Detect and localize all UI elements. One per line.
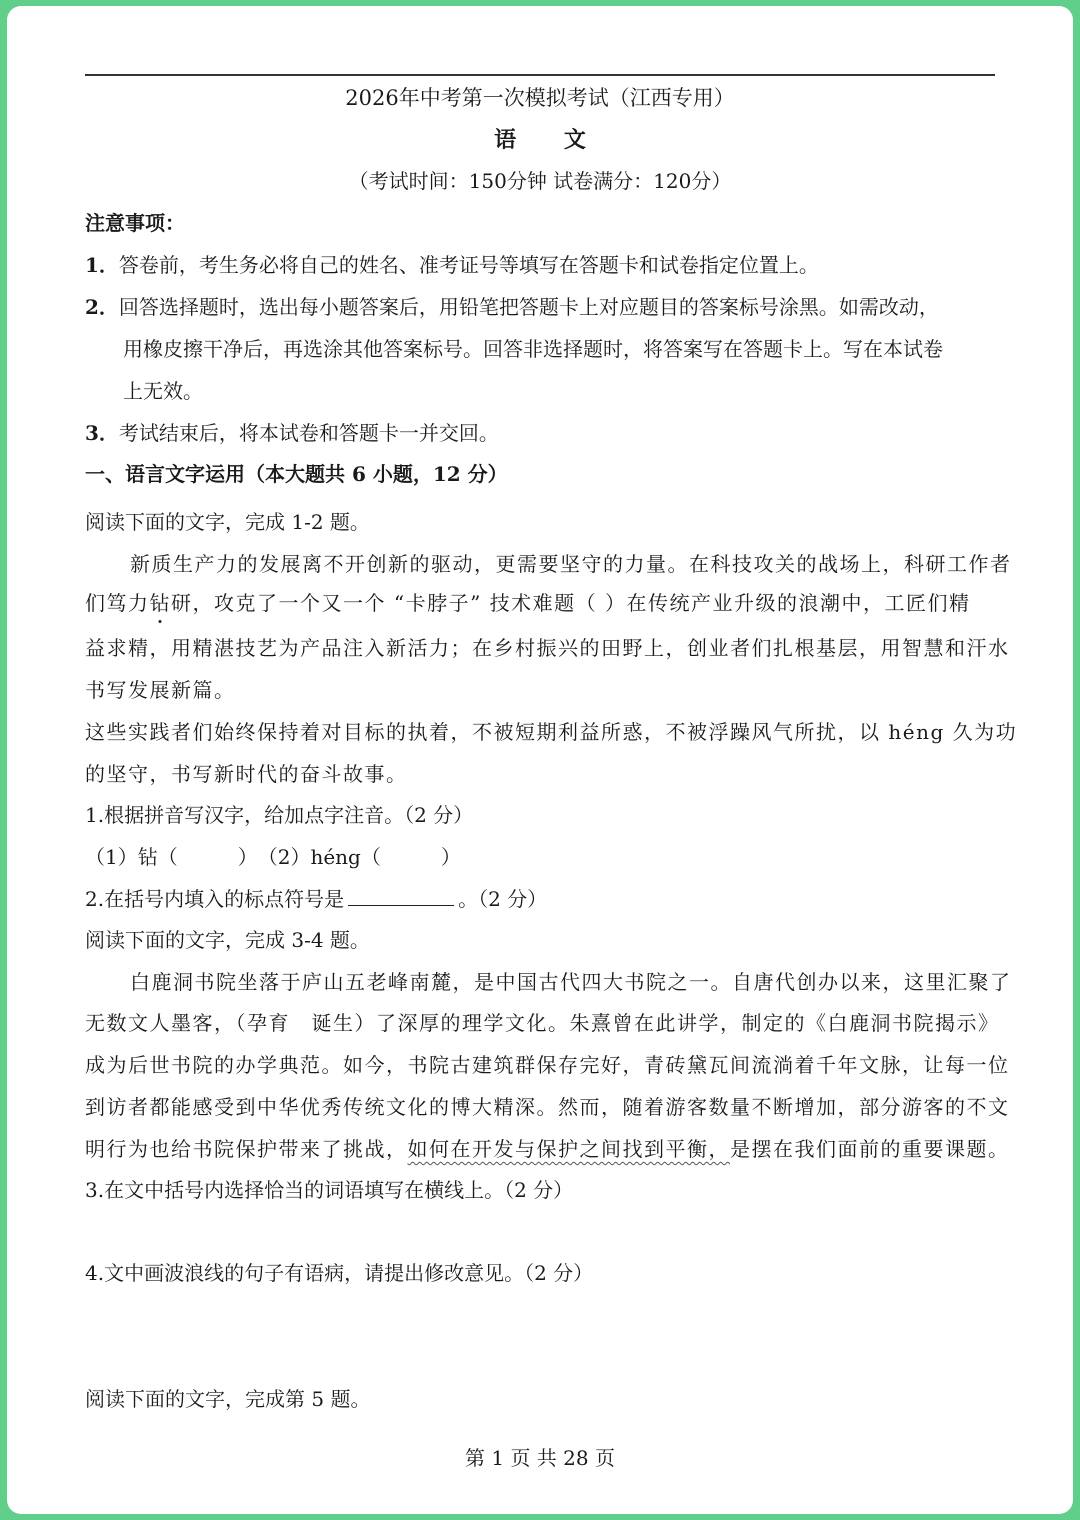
question-2-text: 2.在括号内填入的标点符号是 <box>85 887 345 911</box>
question-2 <box>85 888 995 909</box>
passage3-line4: 到访者都能感受到中华优秀传统文化的博大精深。然而，随着游客数量不断增加，部分游客的不文 <box>85 1095 1010 1119</box>
passage1-line1: 新质生产力的发展离不开创新的驱动，更需要坚守的力量。在科技攻关的战场上，科研工作者 <box>130 552 1012 576</box>
notice-item-3 <box>85 423 995 443</box>
section1-heading: 一、语言文字运用（本大题共 6 小题，12 分） <box>85 462 508 486</box>
passage2-line1: 这些实践者们始终保持着对目标的执着，不被短期利益所惑，不被浮躁风气所扰，以 héng 久为功 <box>85 720 1018 744</box>
passage3-line1: 白鹿洞书院坐落于庐山五老峰南麓，是中国古代四大书院之一。自唐代创办以来，这里汇聚了 <box>130 970 1012 994</box>
passage3-line5 <box>85 1137 1010 1161</box>
notice-item-2 <box>85 297 995 317</box>
passage3-line3: 成为后世书院的办学典范。如今，书院古建筑群保存完好，青砖黛瓦间流淌着千年文脉，让每一位 <box>85 1053 1010 1077</box>
exam-info: （考试时间：150分钟 试卷满分：120分） <box>348 169 732 193</box>
passage1-line3: 益求精，用精湛技艺为产品注入新活力；在乡村振兴的田野上，创业者们扎根基层，用智慧和汗水 <box>85 636 1010 660</box>
question-4: 4.文中画波浪线的句子有语病，请提出修改意见。（2 分） <box>85 1261 594 1285</box>
notice-item-3-number: 3． <box>85 421 119 445</box>
notice-item-2-text-line1: 回答选择题时，选出每小题答案后，用铅笔把答题卡上对应题目的答案标号涂黑。如需改动， <box>118 295 939 319</box>
answer-blank[interactable] <box>348 888 454 906</box>
reading-prompt-3: 阅读下面的文字，完成第 5 题。 <box>85 1387 371 1411</box>
notice-item-2-line3: 上无效。 <box>123 379 203 403</box>
reading-prompt-1: 阅读下面的文字，完成 1-2 题。 <box>85 510 370 534</box>
page-number: 第 1 页 共 28 页 <box>465 1446 615 1470</box>
passage2-line2: 的坚守，书写新时代的奋斗故事。 <box>85 762 408 786</box>
passage1-line2-start: 们笃力 <box>85 591 150 615</box>
notice-heading: 注意事项： <box>85 211 185 235</box>
subject-title: 语 文 <box>494 127 606 153</box>
notice-item-3-text: 考试结束后，将本试卷和答题卡一并交回。 <box>118 421 499 445</box>
notice-item-1-text: 答卷前，考生务必将自己的姓名、准考证号等填写在答题卡和试卷指定位置上。 <box>118 253 819 277</box>
wavy-underlined-sentence: 如何在开发与保护之间找到平衡， <box>407 1137 730 1161</box>
question-1-parts: （1）钻（ ） （2）héng（ ） <box>85 845 461 869</box>
question-2-score: 。（2 分） <box>458 887 548 911</box>
notice-item-2-number: 2． <box>85 295 119 319</box>
passage3-line5-end: 是摆在我们面前的重要课题。 <box>730 1137 1010 1161</box>
passage1-line2 <box>85 593 995 613</box>
reading-prompt-2: 阅读下面的文字，完成 3-4 题。 <box>85 928 370 952</box>
notice-item-2-line2: 用橡皮擦干净后，再选涂其他答案标号。回答非选择题时，将答案写在答题卡上。写在本试卷 <box>123 337 943 361</box>
passage3-line2: 无数文人墨客，（孕育 诞生）了深厚的理学文化。朱熹曾在此讲学，制定的《白鹿洞书院揭示》 <box>85 1011 1000 1035</box>
passage1-line2-rest: 研，攻克了一个又一个 “卡脖子” 技术难题（ ）在传统产业升级的浪潮中，工匠们精 <box>171 591 971 615</box>
header-rule <box>85 74 995 76</box>
notice-item-1-number: 1． <box>85 253 119 277</box>
dotted-character: 钻 <box>149 591 171 615</box>
notice-item-1 <box>85 255 995 275</box>
question-1: 1.根据拼音写汉字，给加点字注音。（2 分） <box>85 803 474 827</box>
question-3: 3.在文中括号内选择恰当的词语填写在横线上。（2 分） <box>85 1178 574 1202</box>
exam-title: 2026年中考第一次模拟考试（江西专用） <box>345 86 735 110</box>
passage3-line5-start: 明行为也给书院保护带来了挑战， <box>85 1137 408 1161</box>
passage1-line4: 书写发展新篇。 <box>85 678 236 702</box>
